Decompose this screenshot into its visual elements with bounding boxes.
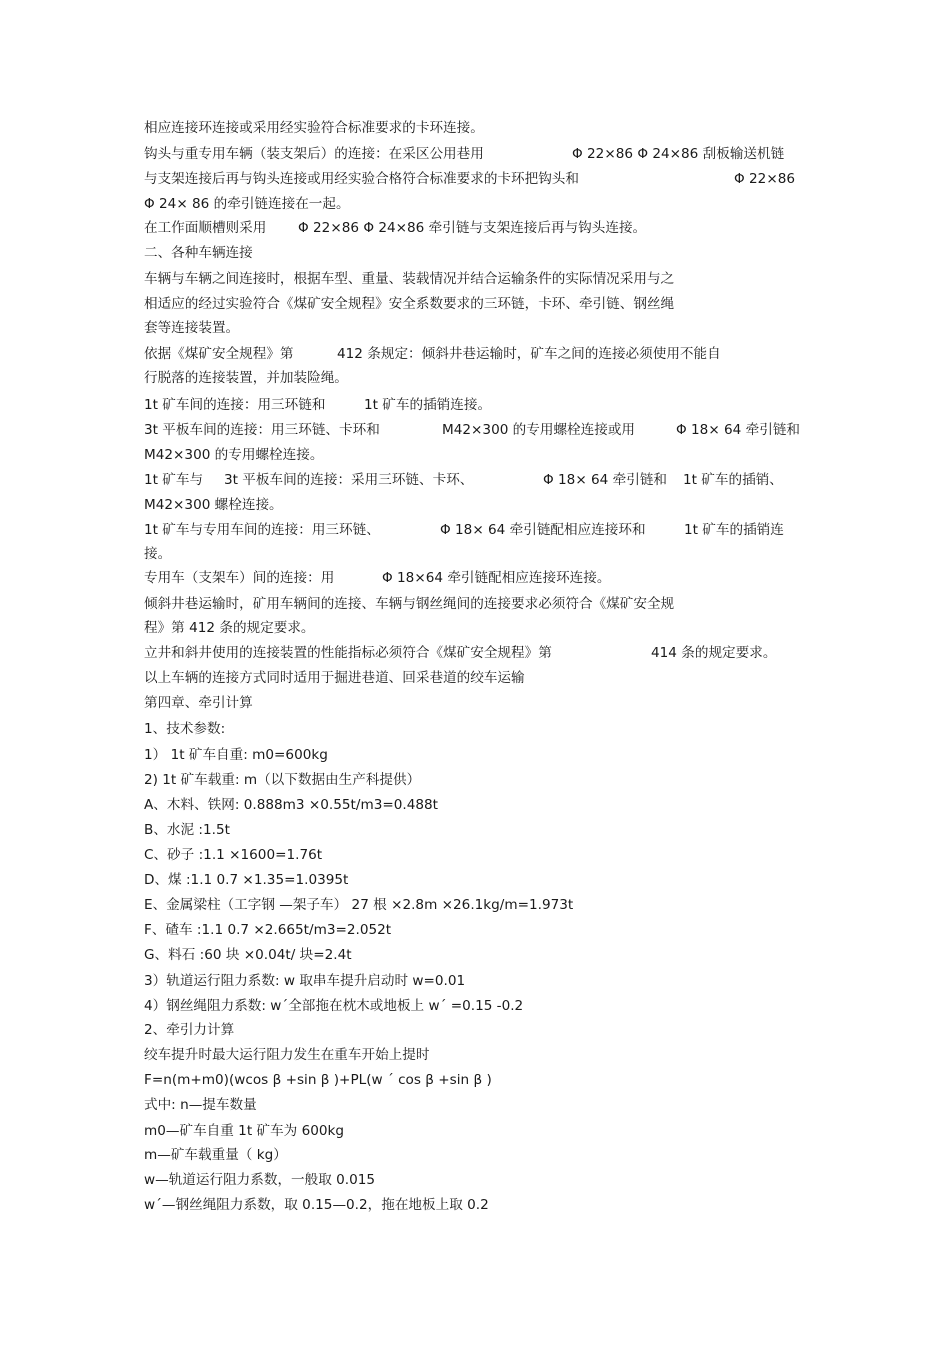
text-line: 绞车提升时最大运行阻力发生在重车开始上提时 bbox=[144, 1047, 430, 1063]
text-line: 在工作面顺槽则采用 bbox=[144, 220, 267, 236]
text-line: 套等连接装置。 bbox=[144, 320, 240, 336]
text-segment: Φ 18×64 牵引链配相应连接环连接。 bbox=[382, 570, 611, 586]
text-segment: Φ 22×86 bbox=[734, 171, 796, 187]
section-heading: 2、牵引力计算 bbox=[144, 1022, 235, 1038]
text-line: 3）轨道运行阻力系数: w 取串车提升启动时 w=0.01 bbox=[144, 973, 466, 989]
text-line: E、金属梁柱（工字钢 —架子车） 27 根 ×2.8m ×26.1kg/m=1.973t bbox=[144, 897, 574, 913]
section-heading: 1、技术参数: bbox=[144, 721, 226, 737]
text-line: w´—钢丝绳阻力系数，取 0.15—0.2，拖在地板上取 0.2 bbox=[144, 1197, 489, 1213]
text-line: D、煤 :1.1 0.7 ×1.35=1.0395t bbox=[144, 872, 349, 888]
text-line: 相应连接环连接或采用经实验符合标准要求的卡环连接。 bbox=[144, 120, 484, 136]
text-segment: Φ 18× 64 牵引链和 bbox=[543, 472, 668, 488]
text-line: 4）钢丝绳阻力系数: w´全部拖在枕木或地板上 w´ =0.15 -0.2 bbox=[144, 998, 524, 1014]
text-segment: 3t 平板车间的连接：采用三环链、卡环、 bbox=[224, 472, 474, 488]
text-line: 1t 矿车间的连接：用三环链和 bbox=[144, 397, 326, 413]
text-segment: 1t 矿车的插销连 bbox=[684, 522, 784, 538]
text-segment: M42×300 的专用螺栓连接或用 bbox=[442, 422, 636, 438]
text-line: 与支架连接后再与钩头连接或用经实验合格符合标准要求的卡环把钩头和 bbox=[144, 171, 579, 187]
text-line: M42×300 螺栓连接。 bbox=[144, 497, 283, 513]
text-segment: Φ 22×86 Φ 24×86 刮板输送机链 bbox=[572, 146, 785, 162]
text-line: B、水泥 :1.5t bbox=[144, 822, 230, 838]
text-line: M42×300 的专用螺栓连接。 bbox=[144, 447, 324, 463]
text-segment: Φ 22×86 Φ 24×86 牵引链与支架连接后再与钩头连接。 bbox=[298, 220, 647, 236]
text-line: 2) 1t 矿车载重: m（以下数据由生产科提供） bbox=[144, 772, 421, 788]
text-line: 二、各种车辆连接 bbox=[144, 245, 253, 261]
text-line: 立井和斜井使用的连接装置的性能指标必须符合《煤矿安全规程》第 bbox=[144, 645, 552, 661]
text-line: G、料石 :60 块 ×0.04t/ 块=2.4t bbox=[144, 947, 352, 963]
text-line: 1t 矿车与专用车间的连接：用三环链、 bbox=[144, 522, 380, 538]
text-line: 倾斜井巷运输时，矿用车辆间的连接、车辆与钢丝绳间的连接要求必须符合《煤矿安全规 bbox=[144, 596, 675, 612]
text-segment: Φ 18× 64 牵引链配相应连接环和 bbox=[440, 522, 646, 538]
text-line: m—矿车载重量（ kg） bbox=[144, 1147, 287, 1163]
text-line: 3t 平板车间的连接：用三环链、卡环和 bbox=[144, 422, 380, 438]
text-line: 钩头与重专用车辆（装支架后）的连接：在采区公用巷用 bbox=[144, 146, 484, 162]
text-line: 1） 1t 矿车自重: m0=600kg bbox=[144, 747, 328, 763]
text-line: 以上车辆的连接方式同时适用于掘进巷道、回采巷道的绞车运输 bbox=[144, 670, 525, 686]
text-line: C、砂子 :1.1 ×1600=1.76t bbox=[144, 847, 323, 863]
text-line: 依据《煤矿安全规程》第 bbox=[144, 346, 294, 362]
text-line: 程》第 412 条的规定要求。 bbox=[144, 620, 315, 636]
text-line: 1t 矿车与 bbox=[144, 472, 204, 488]
formula: F=n(m+m0)(wcos β +sin β )+PL(w ´ cos β +sin β ) bbox=[144, 1072, 492, 1088]
text-line: F、碴车 :1.1 0.7 ×2.665t/m3=2.052t bbox=[144, 922, 392, 938]
text-segment: 414 条的规定要求。 bbox=[651, 645, 777, 661]
text-line: 相适应的经过实验符合《煤矿安全规程》安全系数要求的三环链，卡环、牵引链、钢丝绳 bbox=[144, 296, 675, 312]
text-line: 行脱落的连接装置，并加装险绳。 bbox=[144, 370, 348, 386]
text-line: 专用车（支架车）间的连接：用 bbox=[144, 570, 335, 586]
text-line: A、木料、铁网: 0.888m3 ×0.55t/m3=0.488t bbox=[144, 797, 438, 813]
text-segment: Φ 24× 86 的牵引链连接在一起。 bbox=[144, 196, 350, 212]
chapter-heading: 第四章、牵引计算 bbox=[144, 695, 253, 711]
text-segment: 1t 矿车的插销、 bbox=[683, 472, 783, 488]
text-segment: Φ 18× 64 牵引链和 bbox=[676, 422, 801, 438]
text-segment: 412 条规定：倾斜井巷运输时，矿车之间的连接必须使用不能自 bbox=[337, 346, 721, 362]
text-line: m0—矿车自重 1t 矿车为 600kg bbox=[144, 1123, 345, 1139]
text-line: 接。 bbox=[144, 546, 172, 562]
text-line: w—轨道运行阻力系数，一般取 0.015 bbox=[144, 1172, 376, 1188]
text-line: 车辆与车辆之间连接时，根据车型、重量、装载情况并结合运输条件的实际情况采用与之 bbox=[144, 271, 675, 287]
text-line: 式中: n—提车数量 bbox=[144, 1097, 257, 1113]
text-segment: 1t 矿车的插销连接。 bbox=[364, 397, 492, 413]
